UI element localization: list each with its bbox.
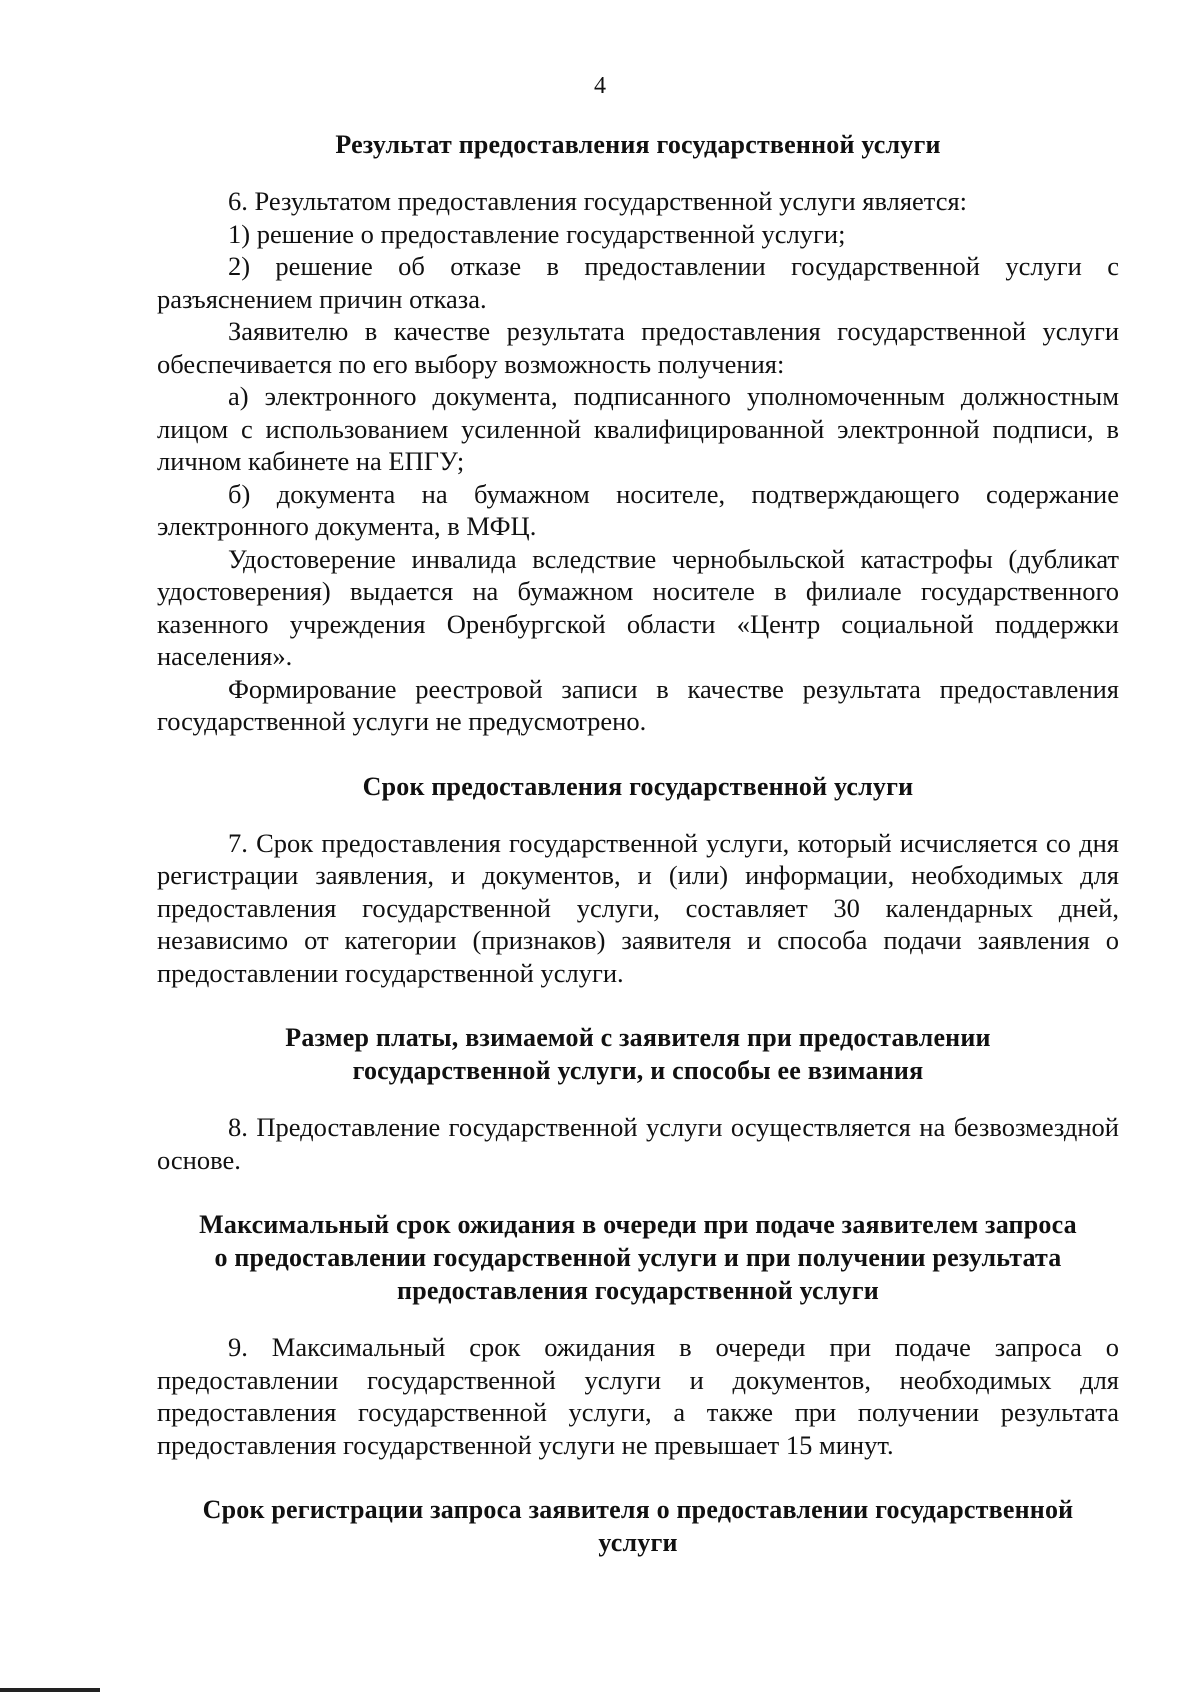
scan-edge-mark [0,1688,100,1692]
paragraph: 7. Срок предоставления государственной услуги, который исчисляется со дня регистрации заявления, и документов, и (или) информации, необходимых для предоставления государственной услуги, составляет 30 календарных дней, независимо от категории (признаков) заявителя и способа подачи заявления о предоставлении государственной услуги. [157,827,1119,988]
paragraph: 9. Максимальный срок ожидания в очереди при подаче запроса о предоставлении государственной услуги и документов, необходимых для предоставления государственной услуги, а также при получении результата предоставления государственной услуги не превышает 15 минут. [157,1332,1119,1460]
heading-line: о предоставлении государственной услуги и при получении результата [214,1243,1062,1272]
paragraph: 8. Предоставление государственной услуги осуществляется на безвозмездной основе. [157,1112,1119,1175]
paragraph: б) документа на бумажном носителе, подтверждающего содержание электронного документа, в МФЦ. [157,478,1119,541]
paragraph: Удостоверение инвалида вследствие чернобыльской катастрофы (дубликат удостоверения) выдается на бумажном носителе в филиале государственного казенного учреждения Оренбургской области «Центр социальной поддержки населения». [157,543,1119,671]
paragraph: 6. Результатом предоставления государственной услуги является: [228,186,968,216]
paragraph: Формирование реестровой записи в качестве результата предоставления государственной услуги не предусмотрено. [157,673,1119,736]
paragraph: а) электронного документа, подписанного уполномоченным должностным лицом с использованием усиленной квалифицированной электронной подписи, в личном кабинете на ЕПГУ; [157,381,1119,476]
section-heading-result: Результат предоставления государственной услуги [335,130,941,159]
document-body [157,128,1119,1559]
page-number: 4 [594,73,606,99]
heading-line: Срок регистрации запроса заявителя о предоставлении государственной [202,1495,1074,1524]
section-heading-registration [157,1493,1119,1559]
heading-line: Размер платы, взимаемой с заявителя при предоставлении [285,1023,991,1052]
paragraph: 1) решение о предоставление государственной услуги; [228,218,846,249]
paragraph: Заявителю в качестве результата предоставления государственной услуги обеспечивается по его выбору возможность получения: [157,316,1119,379]
heading-line: государственной услуги, и способы ее взимания [352,1056,924,1085]
heading-line: предоставления государственной услуги [397,1276,879,1305]
section-heading-queue [157,1208,1119,1307]
paragraph: 2) решение об отказе в предоставлении государственной услуги с разъяснением причин отказа. [157,251,1119,314]
section-heading-term: Срок предоставления государственной услуги [362,771,914,801]
section-heading-fee [157,1021,1119,1087]
heading-line: услуги [598,1528,678,1557]
heading-line: Максимальный срок ожидания в очереди при подаче заявителем запроса [199,1210,1077,1239]
